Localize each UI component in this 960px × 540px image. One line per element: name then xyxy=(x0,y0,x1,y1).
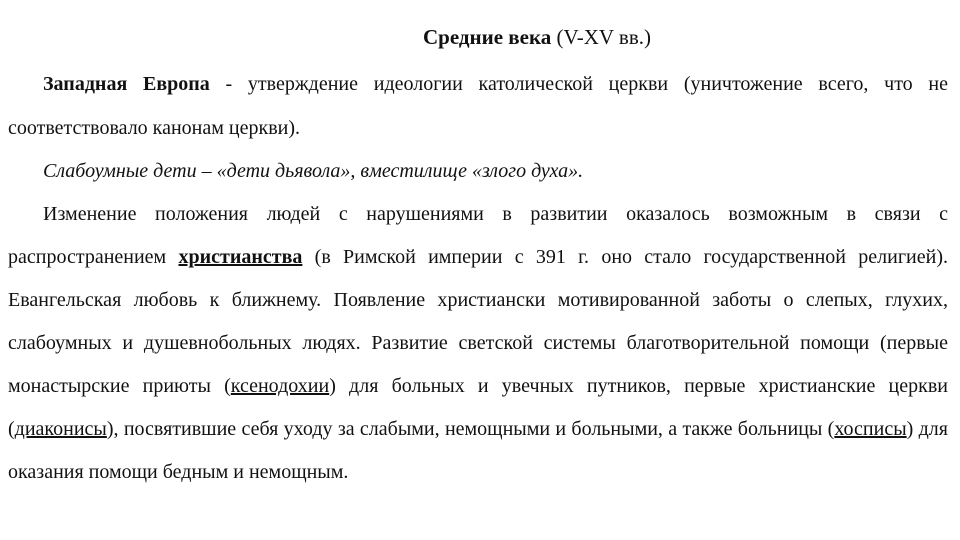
paragraph-christianity xyxy=(8,193,948,494)
term-xenodochia: ксенодохии xyxy=(230,375,330,397)
paragraph3-part3: ) для больных и увечных путников, первые христианские церкви ( xyxy=(8,375,948,440)
paragraph-western-europe xyxy=(8,62,948,150)
paragraph3-part2: (в Римской империи с 391 г. оно стало государственной религией). Евангельская любовь к ближнему. Появление христиански мотивированной заботы о слепых, глухих, слабоумных и душевнобольных людях. Развитие светской системы благотворительной помощи (первые монастырские приюты ( xyxy=(8,246,948,397)
paragraph2-text: Слабоумные дети – «дети дьявола», вместилище «злого духа». xyxy=(43,160,584,182)
term-christianity: христианства xyxy=(178,246,303,268)
paragraph3-part1: Изменение положения людей с нарушениями в развитии оказалось возможным в связи с распространением xyxy=(8,203,948,268)
paragraph-feeble-minded-children xyxy=(8,150,948,193)
paragraph3-part5: ) для оказания помощи бедным и немощным. xyxy=(8,418,948,483)
page-title xyxy=(126,22,948,52)
paragraph3-part4: ), посвятившие себя уходу за слабыми, немощными и больными, а также больницы ( xyxy=(106,418,835,440)
term-hospices: хосписы xyxy=(834,418,907,440)
title-main: Средние века xyxy=(423,25,552,49)
document-page xyxy=(8,14,948,494)
paragraph1-text: - утверждение идеологии католической церкви (уничтожение всего, что не соответствовало канонам церкви). xyxy=(8,73,948,139)
title-era: (V-XV вв.) xyxy=(556,25,651,49)
term-deaconesses: диаконисы xyxy=(14,418,107,440)
western-europe-heading: Западная Европа xyxy=(43,73,210,95)
